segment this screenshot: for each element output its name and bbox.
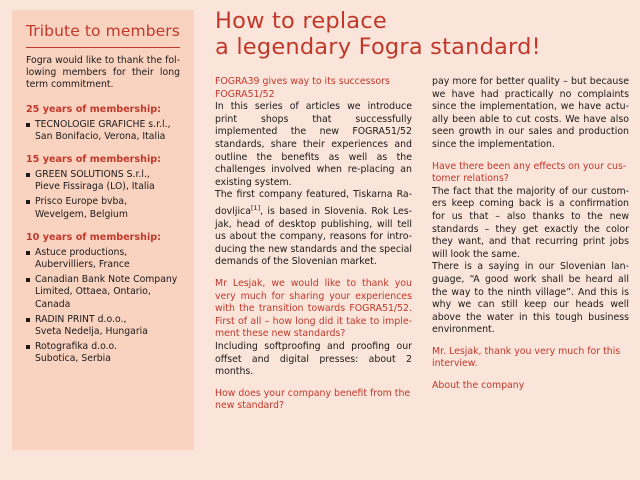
member-location: Limited, Ottaea, Ontario, Canada xyxy=(35,286,151,310)
membership-list-10 xyxy=(26,247,180,366)
headline-line-2: a legendary Fogra standard! xyxy=(215,34,541,60)
article-column-2 xyxy=(432,76,629,413)
paragraph-company-part1: The first company featured, Tiskarna Ra-dovljica xyxy=(215,189,412,218)
question-3-line-1: Have there been any effects on your cus- xyxy=(432,160,627,172)
list-item xyxy=(26,247,180,271)
question-2-line-1: How does your company benefit from the xyxy=(215,387,411,399)
member-name: TECNOLOGIE GRAFICHE s.r.l., xyxy=(35,118,171,130)
member-name: GREEN SOLUTIONS S.r.l., xyxy=(35,169,150,181)
paragraph-costs: pay more for better quality – but because we have had practically no complaints since the implementation, we have actu-ally been able to cut costs. We have also seen growth in our sales and production since the implementation. xyxy=(432,76,629,150)
article-columns xyxy=(215,76,629,413)
article-subheading xyxy=(215,76,412,101)
list-item xyxy=(26,119,180,143)
member-name: Canadian Bank Note Company xyxy=(35,274,178,286)
paragraph-intro: In this series of articles we introduce print shops that successfully implemented the new FOGRA51/52 standards, share their experiences and outline the benefits as well as the challenges involved when re-placing an existing system. xyxy=(215,101,412,188)
column-spacer xyxy=(215,269,412,278)
member-location: San Bonifacio, Verona, Italia xyxy=(35,130,166,142)
member-location: Sveta Nedelja, Hungaria xyxy=(35,326,148,338)
paragraph-saying: There is a saying in our Slovenian lan-guage, “A good work shall be heard all the way to the ninth village”. And this is why we can still keep our heads well above the water in this tough business environment. xyxy=(432,261,629,336)
paragraph-company xyxy=(215,189,412,269)
member-name: Rotografika d.o.o. xyxy=(35,341,118,353)
list-item xyxy=(26,314,180,338)
membership-list-25 xyxy=(26,119,180,143)
footnote-marker: [1] xyxy=(250,203,261,212)
article-main xyxy=(215,8,629,413)
list-item xyxy=(26,341,180,365)
membership-list-15 xyxy=(26,169,180,221)
interview-closing xyxy=(432,346,629,371)
column-spacer xyxy=(215,379,412,388)
interview-question-2 xyxy=(215,388,412,413)
column-spacer xyxy=(432,371,629,380)
paragraph-customers: The fact that the majority of our custom-ers keep coming back is a confirmation for us that – also thanks to the new standards – they get exactly the color they want, and that recurring print jobs will look the same. xyxy=(432,185,629,260)
square-bullet-icon xyxy=(26,345,30,349)
list-item xyxy=(26,196,180,220)
member-name: RADIN PRINT d.o.o., xyxy=(35,313,127,325)
membership-group-25 xyxy=(26,104,180,143)
member-location: Wevelgem, Belgium xyxy=(35,208,128,220)
interview-question-1: Mr Lesjak, we would like to thank you very much for sharing your experiences with the transition towards FOGRA51/52. First of all – how long did it take to imple-ment these new standards? xyxy=(215,278,412,340)
page-title xyxy=(215,8,629,60)
membership-heading-25: 25 years of membership: xyxy=(26,103,161,115)
square-bullet-icon xyxy=(26,200,30,204)
headline-line-1: How to replace xyxy=(215,8,387,34)
subheading-line-2: FOGRA51/52 xyxy=(215,88,275,100)
about-company-heading: About the company xyxy=(432,380,525,392)
interview-answer-1: Including softproofing and proofing our offset and digital presses: about 2 months. xyxy=(215,341,412,378)
membership-group-15 xyxy=(26,154,180,221)
question-3-line-2: tomer relations? xyxy=(432,173,509,185)
closing-line-2: interview. xyxy=(432,358,478,370)
square-bullet-icon xyxy=(26,251,30,255)
column-spacer xyxy=(432,337,629,346)
paragraph-company-part2: , is based in Slovenia. Rok Les-jak, head of desktop publishing, will tell us about the company, reasons for intro-ducing the new standards and the special demands of the Slovenian market. xyxy=(215,206,412,268)
interview-question-3 xyxy=(432,161,629,186)
sidebar-title: Tribute to members xyxy=(26,22,180,48)
square-bullet-icon xyxy=(26,318,30,322)
membership-heading-15: 15 years of membership: xyxy=(26,154,161,166)
closing-line-1: Mr. Lesjak, thank you very much for this xyxy=(432,345,621,357)
tribute-sidebar xyxy=(12,10,194,450)
article-column-1 xyxy=(215,76,412,413)
square-bullet-icon xyxy=(26,173,30,177)
member-location: Subotica, Serbia xyxy=(35,353,111,365)
member-name: Prisco Europe bvba, xyxy=(35,196,128,208)
square-bullet-icon xyxy=(26,123,30,127)
membership-group-10 xyxy=(26,232,180,366)
member-name: Astuce productions, xyxy=(35,246,128,258)
sidebar-intro-text: Fogra would like to thank the fol-lowing members for their long term commitment. xyxy=(26,55,180,91)
subheading-line-1: FOGRA39 gives way to its successors xyxy=(215,76,390,87)
member-location: Pieve Fissiraga (LO), Italia xyxy=(35,181,155,193)
list-item xyxy=(26,274,180,311)
question-2-line-2: new standard? xyxy=(215,400,284,412)
column-spacer xyxy=(432,152,629,161)
member-location: Aubervilliers, France xyxy=(35,259,130,271)
list-item xyxy=(26,169,180,193)
square-bullet-icon xyxy=(26,278,30,282)
membership-heading-10: 10 years of membership: xyxy=(26,231,161,243)
